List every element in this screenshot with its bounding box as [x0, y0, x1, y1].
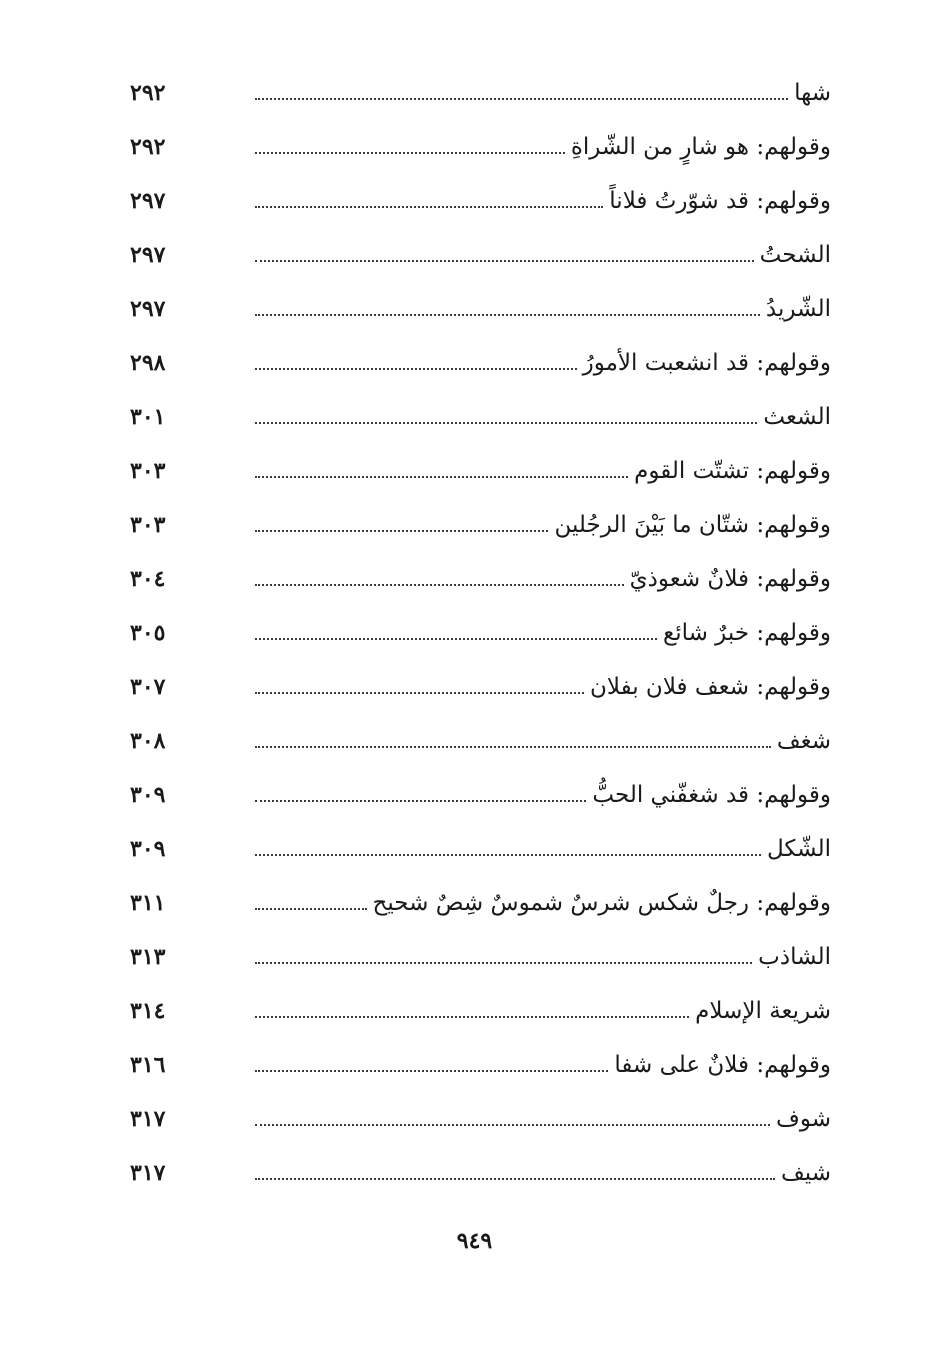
entry-title: شغف — [776, 728, 831, 754]
dot-leader — [255, 152, 565, 154]
toc-row — [0, 174, 949, 228]
entry-title: وقولهم: هو شارٍ من الشّراةِ — [570, 134, 831, 160]
entry — [255, 120, 831, 174]
toc-row — [0, 930, 949, 984]
entry-title: شريعة الإسلام — [695, 998, 831, 1024]
toc-row — [0, 66, 949, 120]
entry-title: وقولهم: فلانٌ على شفا — [614, 1052, 831, 1078]
toc-row — [0, 390, 949, 444]
entry — [255, 822, 831, 876]
page-number: ٣٠٣ — [130, 512, 166, 538]
dot-leader — [255, 206, 603, 208]
toc-row — [0, 876, 949, 930]
page-number: ٣٠٤ — [130, 566, 166, 592]
entry — [255, 660, 831, 714]
dot-leader — [255, 368, 577, 370]
page-number: ٣١٤ — [130, 998, 166, 1024]
toc-row — [0, 714, 949, 768]
entry-title: الشحتُ — [759, 242, 831, 268]
entry-title: وقولهم: تشتّت القوم — [634, 458, 831, 484]
entry-title: وقولهم: قد شوّرتُ فلاناً — [609, 188, 831, 214]
page-number: ٣١٧ — [130, 1160, 166, 1186]
page-number: ٣١٣ — [130, 944, 166, 970]
entry — [255, 768, 831, 822]
page-number: ٣١٦ — [130, 1052, 166, 1078]
entry — [255, 606, 831, 660]
entry-title: وقولهم: شعف فلان بفلان — [589, 674, 831, 700]
entry — [255, 984, 831, 1038]
dot-leader — [255, 800, 586, 802]
entry-title: الشّكل — [766, 836, 831, 862]
entry-title: شوف — [776, 1106, 831, 1132]
entry-title: شها — [794, 80, 831, 106]
page-number: ٢٩٢ — [130, 80, 166, 106]
entry-title: الشاذب — [758, 944, 831, 970]
toc-row — [0, 1092, 949, 1146]
entry-title: شيف — [780, 1160, 831, 1186]
dot-leader — [255, 584, 624, 586]
page-number: ٣١٧ — [130, 1106, 166, 1132]
entry — [255, 390, 831, 444]
page-number: ٢٩٢ — [130, 134, 166, 160]
toc-row — [0, 660, 949, 714]
dot-leader — [255, 854, 761, 856]
entry-title: وقولهم: قد شغفّني الحبُّ — [592, 782, 831, 808]
dot-leader — [255, 1178, 775, 1180]
toc-row — [0, 444, 949, 498]
dot-leader — [255, 1016, 689, 1018]
entry — [255, 552, 831, 606]
dot-leader — [255, 1124, 770, 1126]
dot-leader — [255, 1070, 608, 1072]
page-number: ٢٩٨ — [130, 350, 166, 376]
page-number: ٢٩٧ — [130, 188, 166, 214]
page-number: ٣٠٩ — [130, 836, 166, 862]
page-number: ٣٠٣ — [130, 458, 166, 484]
page-number: ٢٩٧ — [130, 296, 166, 322]
entry — [255, 174, 831, 228]
toc-row — [0, 822, 949, 876]
entry — [255, 282, 831, 336]
dot-leader — [255, 692, 584, 694]
table-of-contents — [0, 66, 949, 1200]
toc-row — [0, 282, 949, 336]
toc-row — [0, 984, 949, 1038]
toc-row — [0, 552, 949, 606]
entry — [255, 1146, 831, 1200]
toc-row — [0, 606, 949, 660]
entry — [255, 876, 831, 930]
toc-row — [0, 498, 949, 552]
entry-title: وقولهم: رجلٌ شكس شرسٌ شموسٌ شِصٌ شحيح — [372, 890, 831, 916]
entry — [255, 66, 831, 120]
dot-leader — [255, 638, 657, 640]
toc-row — [0, 228, 949, 282]
page-number: ٣٠٧ — [130, 674, 166, 700]
page-number: ٣٠٨ — [130, 728, 166, 754]
dot-leader — [255, 530, 548, 532]
folio-page-number: ٩٤٩ — [456, 1228, 493, 1254]
entry — [255, 228, 831, 282]
dot-leader — [255, 260, 754, 262]
page-number: ٣٠١ — [130, 404, 166, 430]
toc-row — [0, 120, 949, 174]
entry — [255, 714, 831, 768]
entry-title: وقولهم: فلانٌ شعوذيّ — [629, 566, 831, 592]
dot-leader — [255, 98, 788, 100]
toc-row — [0, 1038, 949, 1092]
entry — [255, 930, 831, 984]
entry-title: وقولهم: قد انشعبت الأمورُ — [582, 350, 831, 376]
toc-row — [0, 336, 949, 390]
dot-leader — [255, 908, 367, 910]
dot-leader — [255, 314, 760, 316]
page-number: ٣٠٩ — [130, 782, 166, 808]
entry — [255, 1038, 831, 1092]
dot-leader — [255, 746, 771, 748]
entry-title: الشّريدُ — [765, 296, 831, 322]
dot-leader — [255, 476, 628, 478]
entry — [255, 498, 831, 552]
entry-title: الشعث — [763, 404, 831, 430]
page-number: ٣٠٥ — [130, 620, 166, 646]
dot-leader — [255, 422, 757, 424]
page-number: ٣١١ — [130, 890, 166, 916]
entry — [255, 1092, 831, 1146]
dot-leader — [255, 962, 752, 964]
entry-title: وقولهم: شتّان ما بَيْنَ الرجُلين — [554, 512, 831, 538]
entry — [255, 336, 831, 390]
page-number: ٢٩٧ — [130, 242, 166, 268]
entry-title: وقولهم: خبرٌ شائع — [662, 620, 831, 646]
toc-row — [0, 1146, 949, 1200]
toc-row — [0, 768, 949, 822]
entry — [255, 444, 831, 498]
